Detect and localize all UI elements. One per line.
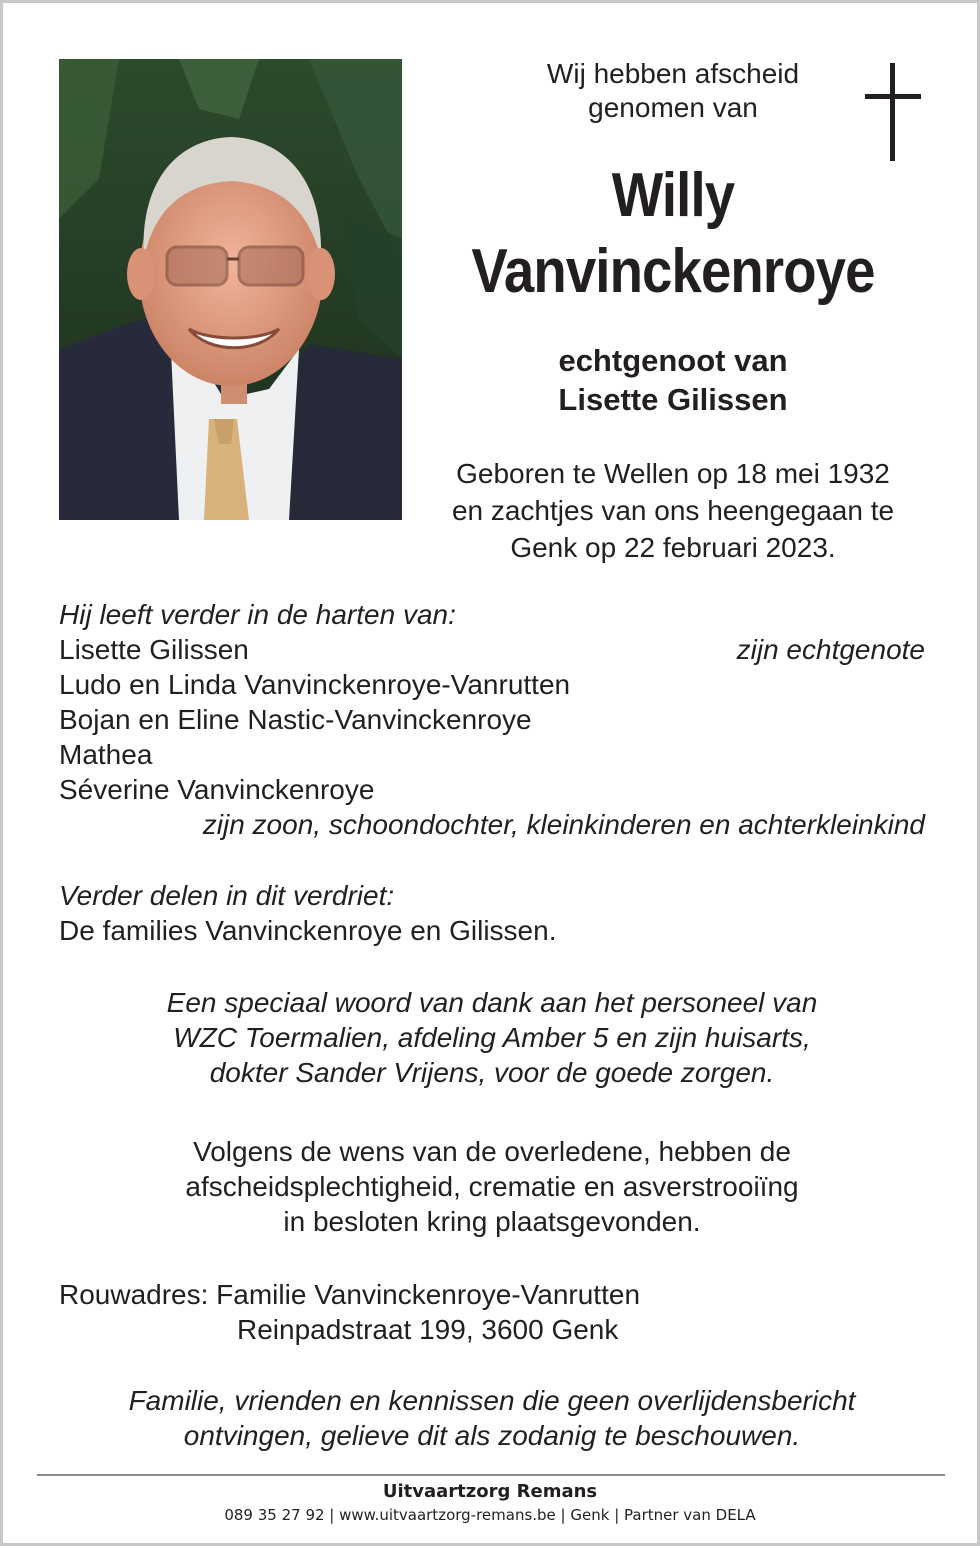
address-line-2: Reinpadstraat 199, 3600 Genk [237,1314,619,1345]
list-item [59,632,925,667]
thanks-line-2: WZC Toermalien, afdeling Amber 5 en zijn huisarts, [173,1022,811,1053]
list-item [59,667,925,702]
footer-divider [37,1474,945,1476]
sharing-text: De families Vanvinckenroye en Gilissen. [59,915,557,946]
spouse-info [443,341,903,419]
birth-death-info [413,455,933,566]
notice-line-2: ontvingen, gelieve dit als zodanig te beschouwen. [183,1420,801,1451]
notice-section [59,1383,925,1453]
list-item [59,702,925,737]
list-item [59,737,925,772]
wishes-section [59,1134,925,1239]
spouse-line-1: echtgenoot van [558,343,788,378]
intro-text [473,57,873,125]
thanks-line-1: Een speciaal woord van dank aan het personeel van [166,987,818,1018]
survivor-name: Séverine Vanvinckenroye [59,774,375,805]
birth-line-3: Genk op 22 februari 2023. [510,532,836,563]
wishes-line-1: Volgens de wens van de overledene, hebben de [193,1136,791,1167]
last-name: Vanvinckenroye [471,237,875,306]
first-name: Willy [611,161,735,230]
list-item [59,772,925,807]
wishes-line-3: in besloten kring plaatsgevonden. [283,1206,701,1237]
cross-icon [865,63,923,161]
survivor-name: Ludo en Linda Vanvinckenroye-Vanrutten [59,669,571,700]
footer-contact: 089 35 27 92 | www.uitvaartzorg-remans.be | Genk | Partner van DELA [224,1506,756,1524]
thanks-section [59,985,925,1090]
address-line-1: Rouwadres: Familie Vanvinckenroye-Vanrutten [59,1279,641,1310]
survivor-name: Mathea [59,739,153,770]
survivors-section [59,597,925,842]
survivor-name: Bojan en Eline Nastic-Vanvinckenroye [59,704,532,735]
survivors-heading: Hij leeft verder in de harten van: [59,599,456,630]
sharing-heading: Verder delen in dit verdriet: [59,880,395,911]
intro-line-2: genomen van [588,92,758,123]
birth-line-1: Geboren te Wellen op 18 mei 1932 [456,458,890,489]
thanks-line-3: dokter Sander Vrijens, voor de goede zorgen. [209,1057,775,1088]
footer-company: Uitvaartzorg Remans [382,1481,598,1502]
portrait-illustration [59,59,402,520]
address-section [59,1277,925,1347]
deceased-name [453,158,893,310]
wishes-line-2: afscheidsplechtigheid, crematie en asverstrooiïng [185,1171,799,1202]
sharing-section [59,878,925,948]
spouse-relation: zijn echtgenote [736,634,925,665]
family-relation: zijn zoon, schoondochter, kleinkinderen en achterkleinkind [202,809,925,840]
spouse-line-2: Lisette Gilissen [558,382,788,417]
notice-line-1: Familie, vrienden en kennissen die geen overlijdensbericht [128,1385,856,1416]
survivor-name: Lisette Gilissen [59,634,249,665]
intro-line-1: Wij hebben afscheid [546,58,800,89]
portrait-photo [59,59,402,520]
birth-line-2: en zachtjes van ons heengegaan te [451,495,895,526]
